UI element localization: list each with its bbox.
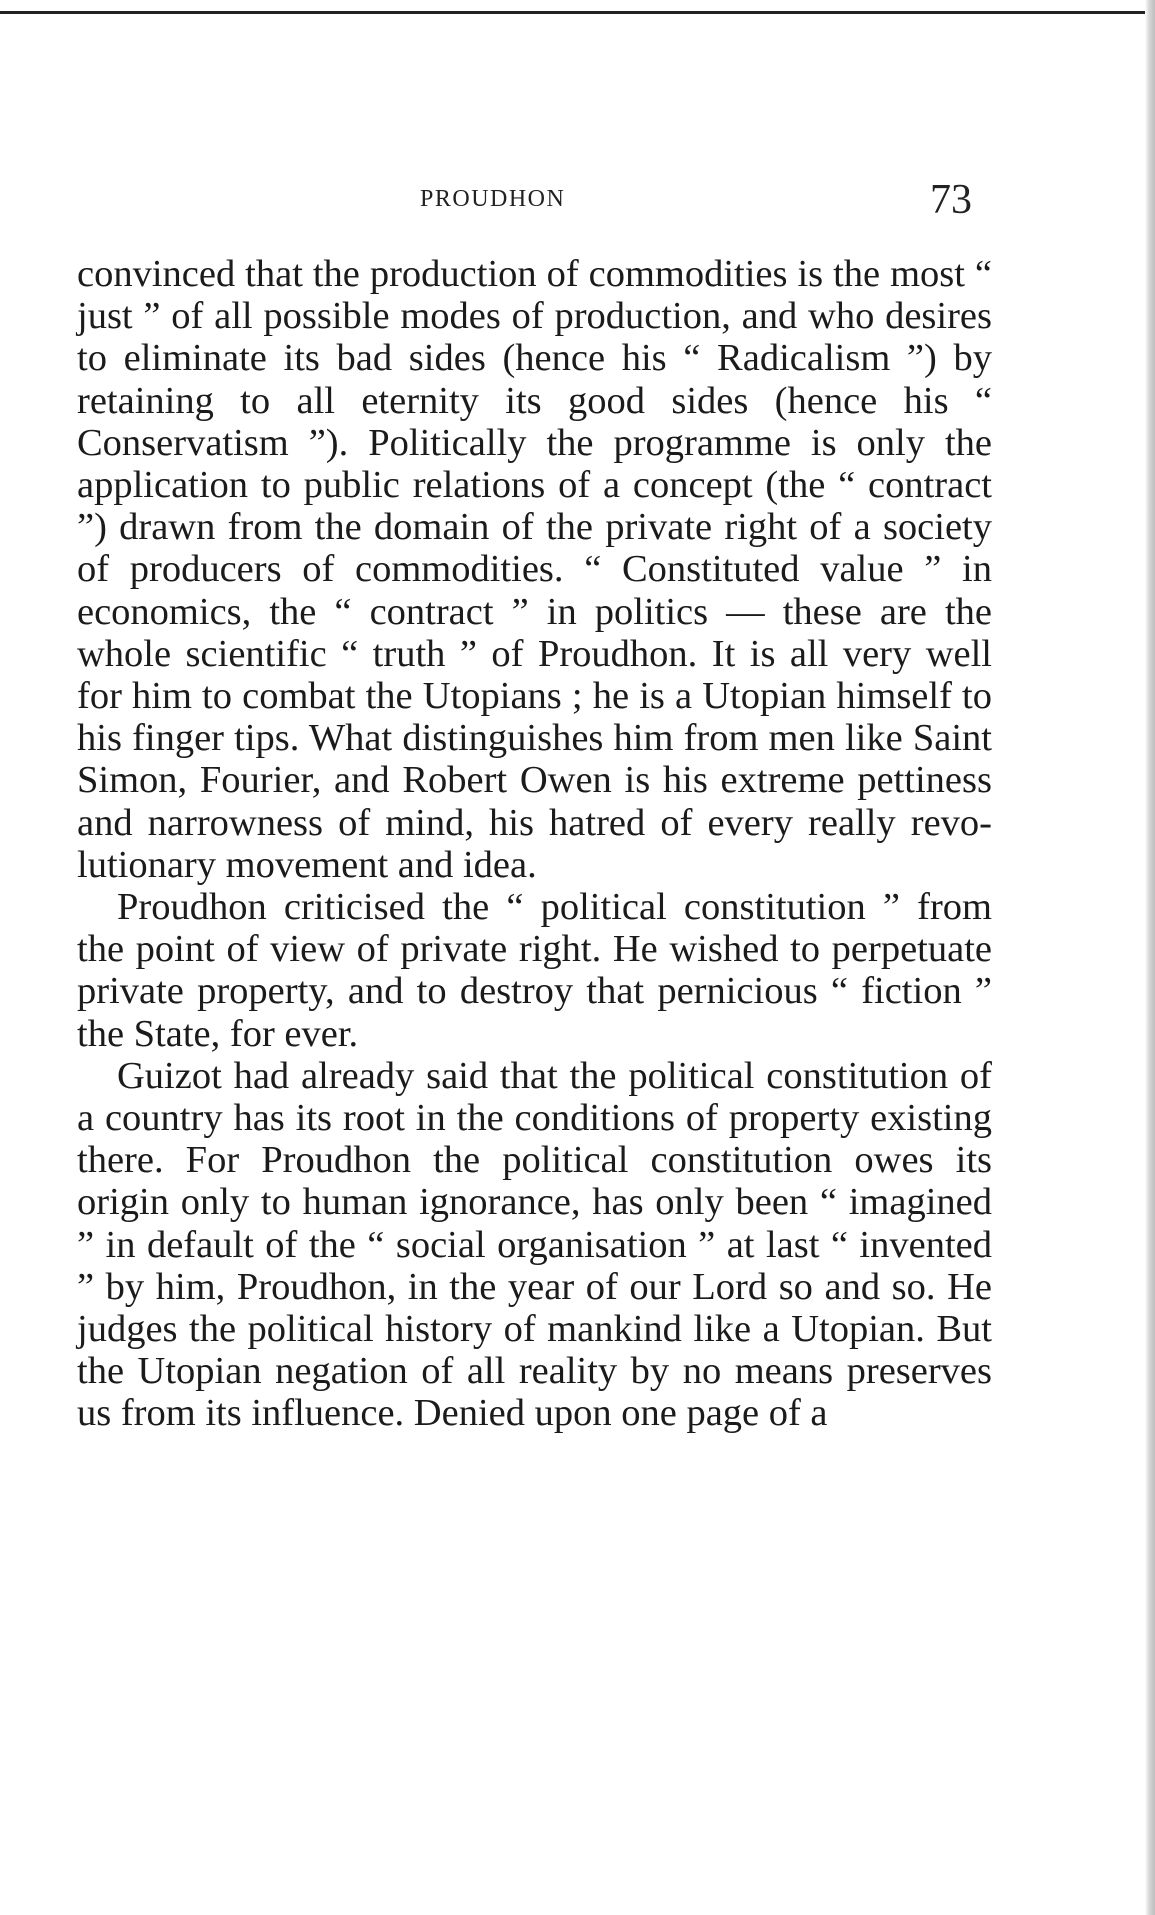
- body-text: [77, 253, 992, 1435]
- page-edge-shadow: [1145, 0, 1155, 1915]
- page-top-rule: [0, 0, 1155, 14]
- running-title: PROUDHON: [420, 186, 566, 212]
- page-number: 73: [930, 177, 972, 223]
- paragraph-2: Proudhon criticised the “ political constitution ” from the point of view of private right. He wished to perpetuate private property, and to destroy that pernicious “ fiction ” the State, for ever.: [77, 886, 992, 1055]
- paragraph-3: Guizot had already said that the political constitution of a country has its root in the conditions of property existing there. For Proudhon the political constitution owes its origin only to human ignorance, has only been “ imagined ” in default of the “ social organisation ” at last “ invented ” by him, Proudhon, in the year of our Lord so and so. He judges the political history of mankind like a Utopian. But the Utopian negation of all reality by no means preserves us from its influence. Denied upon one page of a: [77, 1054, 992, 1435]
- paragraph-1: convinced that the production of commodities is the most “ just ” of all possible modes of production, and who desires to eliminate its bad sides (hence his “ Radicalism ”) by retaining to all eternity its good sides (hence his “ Conservatism ”). Politically the programme is only the application to public relations of a concept (the “ contract ”) drawn from the domain of the private right of a society of producers of commodities. “ Constituted value ” in economics, the “ contract ” in politics — these are the whole scientific “ truth ” of Proudhon. It is all very well for him to combat the Utopians ; he is a Utopian himself to his finger tips. What distinguishes him from men like Saint Simon, Fourier, and Robert Owen is his extreme pettiness and narrowness of mind, his hatred of every really revolutionary movement and idea.: [77, 253, 992, 886]
- running-head: [0, 176, 1155, 226]
